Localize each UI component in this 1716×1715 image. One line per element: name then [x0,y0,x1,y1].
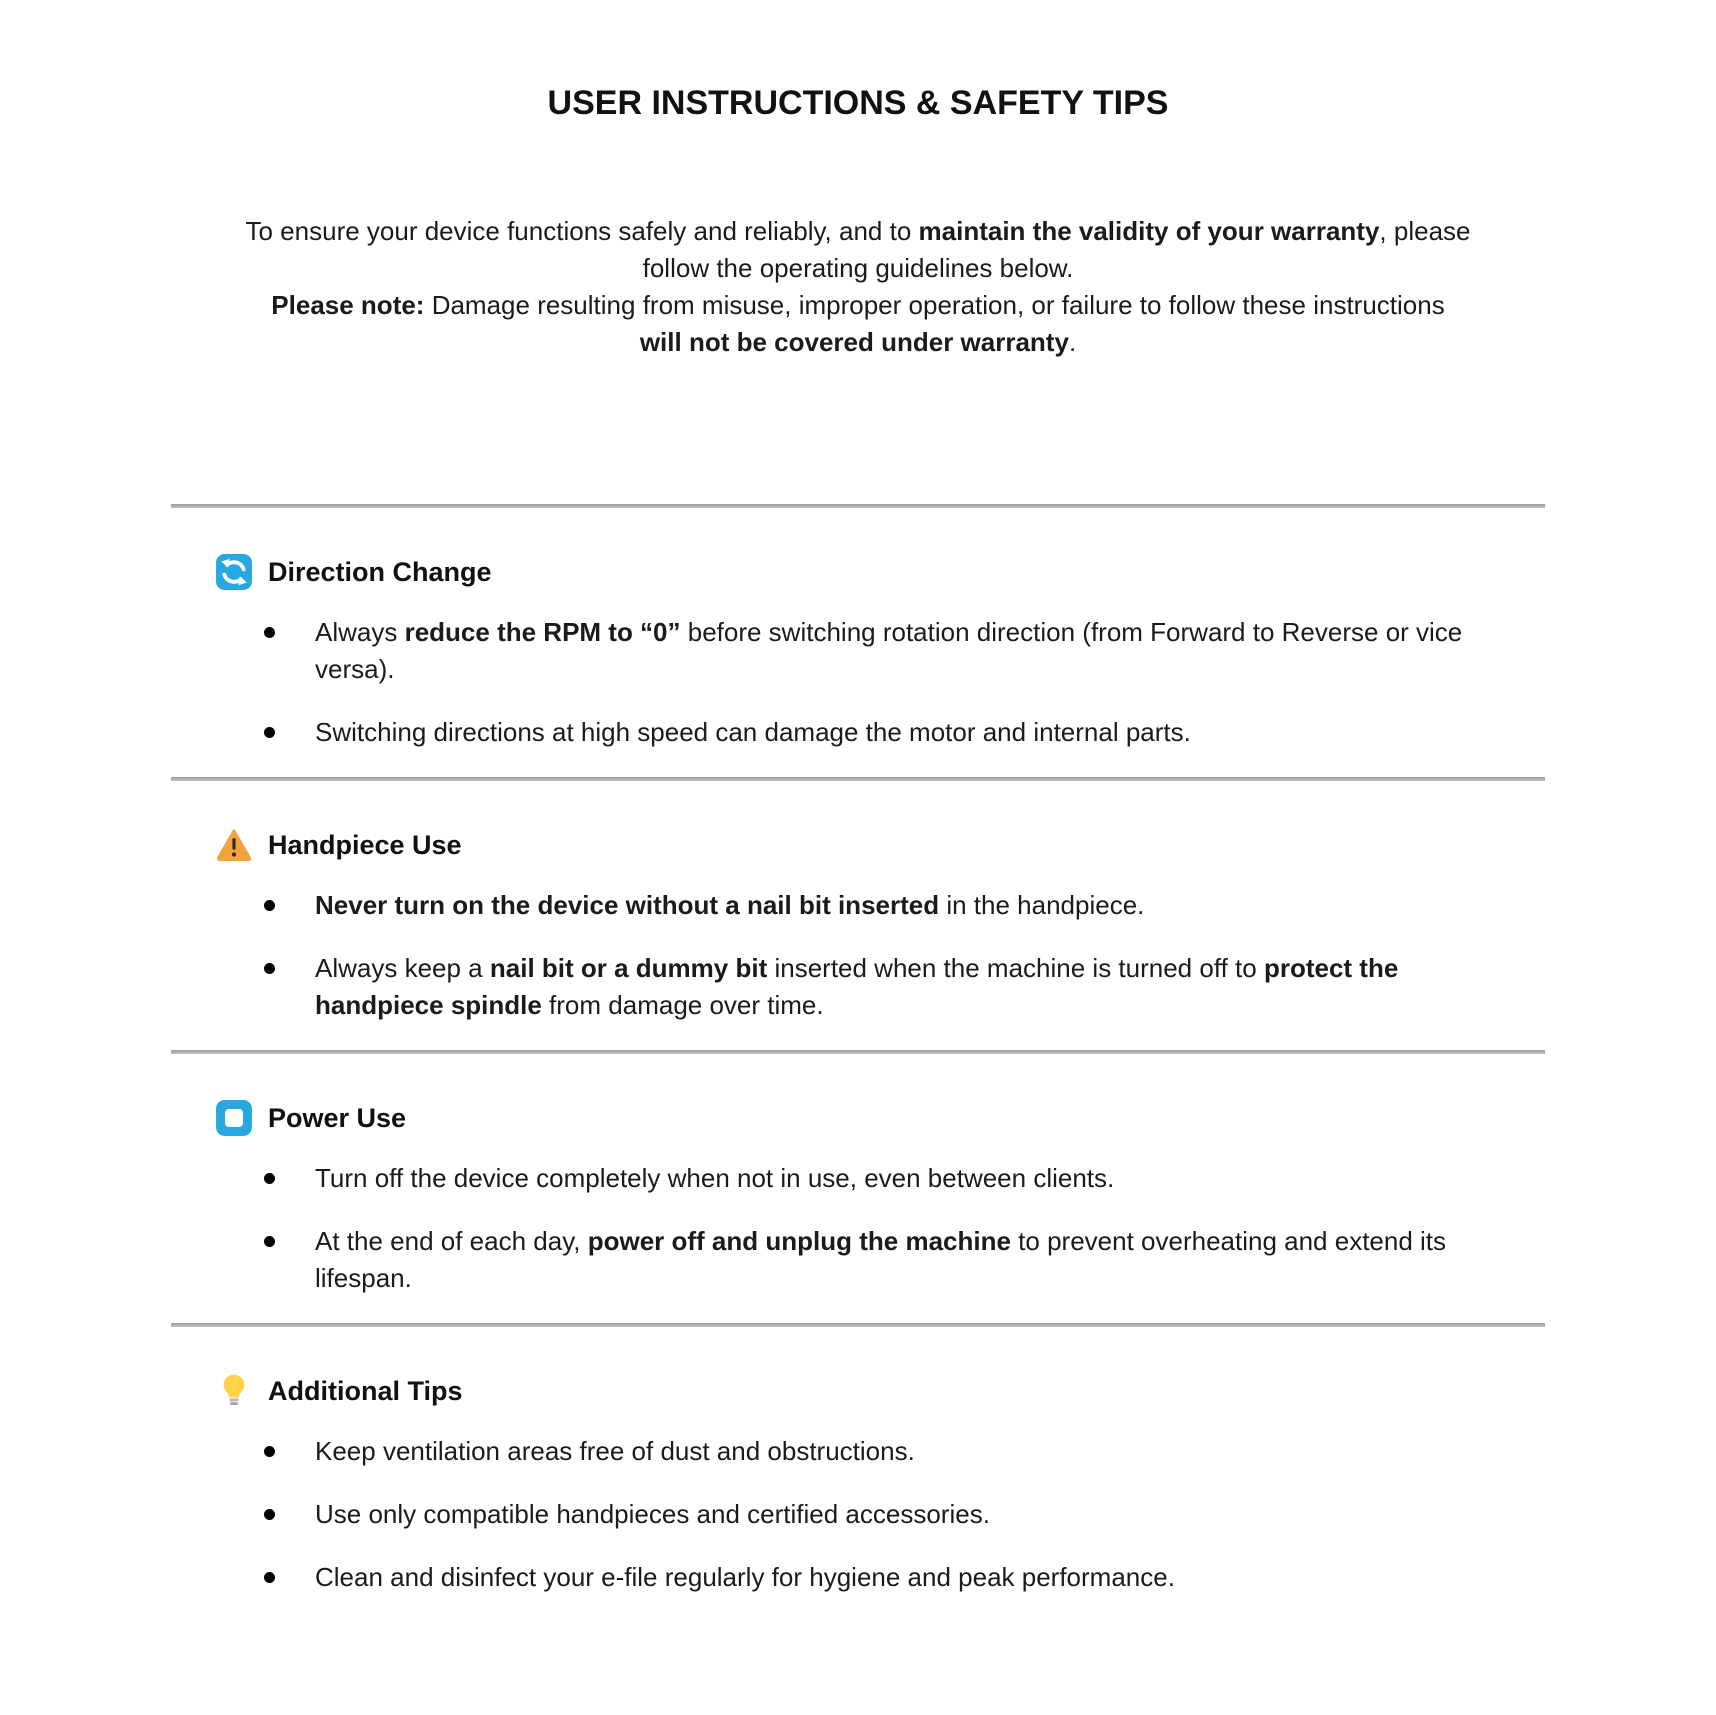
text: before switching rotation direction (from Forward to Reverse or vice versa). [315,617,1463,684]
bold-text: Please note: [271,290,425,320]
bullet-item [215,1559,1526,1596]
section-title: Additional Tips [268,1376,463,1406]
page-title: USER INSTRUCTIONS & SAFETY TIPS [547,84,1169,122]
text: At the end of each day, [315,1226,588,1256]
text: Always [315,617,405,647]
bullet-list [215,1433,1526,1596]
text: Damage resulting from misuse, improper operation, or failure to follow these instructions [424,290,1445,320]
bullet-list [215,887,1526,1024]
text: Turn off the device completely when not in use, even between clients. [315,1163,1115,1193]
bullet-item [215,714,1526,751]
bullet-item [215,1223,1526,1297]
text: , please [1379,216,1471,246]
bold-text: Never turn on the device without a nail bit inserted [315,890,940,920]
bullet-item [215,1433,1526,1470]
section-title: Power Use [268,1103,407,1133]
text: Clean and disinfect your e-file regularly for hygiene and peak performance. [315,1562,1175,1592]
intro-line [150,324,1566,361]
section-divider [171,1323,1545,1327]
intro-line [150,250,1566,287]
text: To ensure your device functions safely and reliably, and to [245,216,919,246]
section-power-use [215,1098,1526,1297]
bullet-item [215,887,1526,924]
text: Always keep a [315,953,490,983]
section-heading [215,825,1526,865]
bold-text: will not be covered under warranty [639,327,1069,357]
warning-icon [215,826,253,864]
text: Use only compatible handpieces and certified accessories. [315,1499,990,1529]
text: in the handpiece. [939,890,1145,920]
intro-paragraph [0,213,1716,361]
bullet-list [215,1160,1526,1297]
text: . [1068,327,1077,357]
lightbulb-icon [215,1372,253,1410]
section-title: Direction Change [268,557,492,587]
text: inserted when the machine is turned off to [767,953,1264,983]
section-heading [215,1098,1526,1138]
power-icon [215,1099,253,1137]
bullet-item [215,950,1526,1024]
section-divider [171,1050,1545,1054]
intro-line [150,213,1566,250]
section-divider [171,777,1545,781]
bold-text: protect the handpiece spindle [315,953,1399,1020]
text: Switching directions at high speed can damage the motor and internal parts. [315,717,1191,747]
bold-text: nail bit or a dummy bit [489,953,768,983]
direction-change-icon [215,553,253,591]
text: Keep ventilation areas free of dust and obstructions. [315,1436,915,1466]
bullet-list [215,614,1526,751]
section-direction-change [215,552,1526,751]
text: to prevent overheating and extend its lifespan. [315,1226,1447,1293]
intro-line [150,287,1566,324]
bullet-item [215,614,1526,688]
section-handpiece-use [215,825,1526,1024]
section-title: Handpiece Use [268,830,462,860]
text: from damage over time. [541,990,824,1020]
section-heading [215,552,1526,592]
bullet-item [215,1160,1526,1197]
text: follow the operating guidelines below. [642,253,1074,283]
bullet-item [215,1496,1526,1533]
bold-text: maintain the validity of your warranty [918,216,1380,246]
section-heading [215,1371,1526,1411]
section-divider [171,504,1545,508]
bold-text: reduce the RPM to “0” [404,617,681,647]
bold-text: power off and unplug the machine [587,1226,1011,1256]
section-additional-tips [215,1371,1526,1596]
